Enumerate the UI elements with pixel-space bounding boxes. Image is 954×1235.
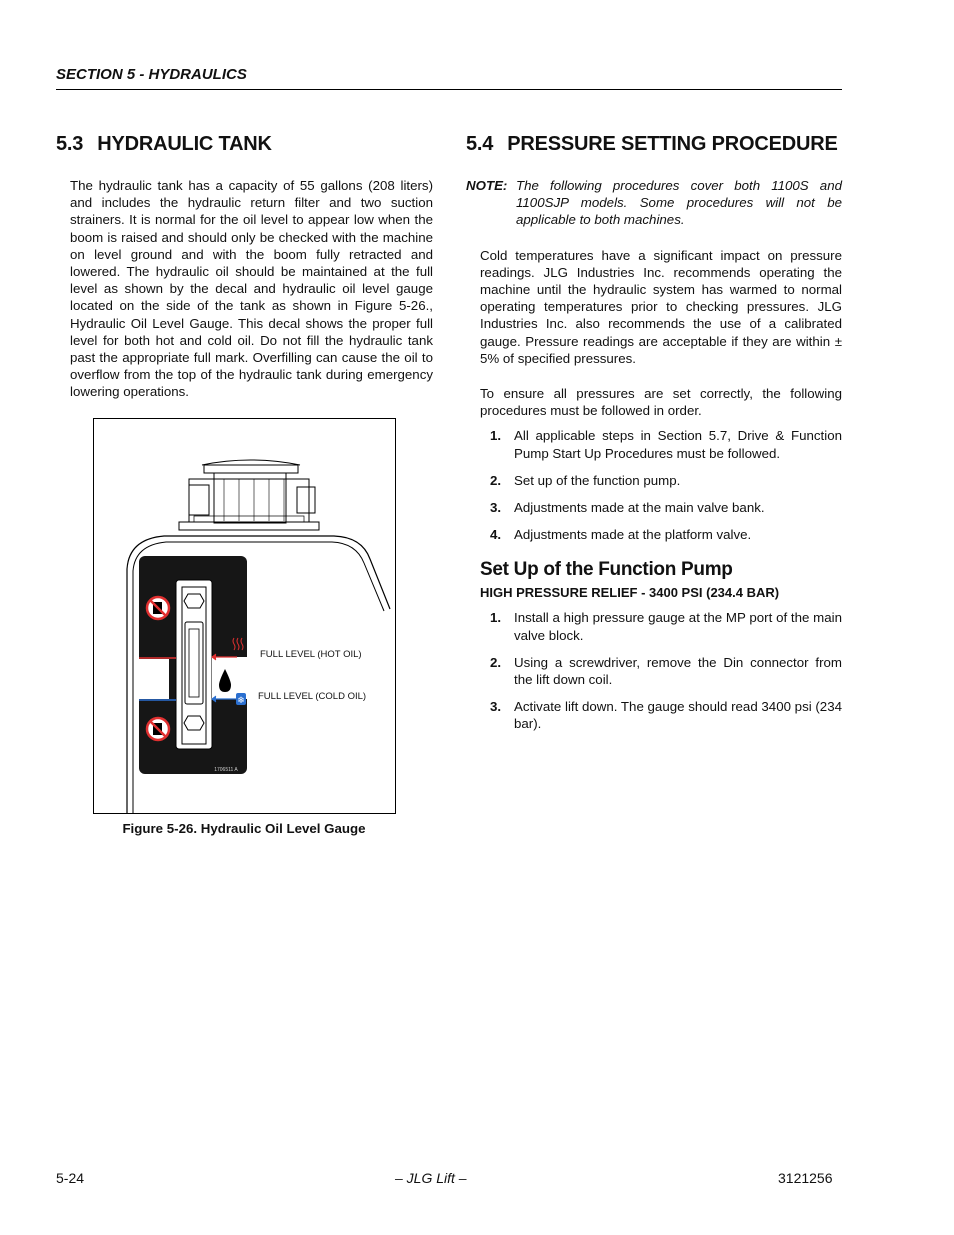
decal-code: 1706511 A [214, 767, 238, 773]
page-number: 5-24 [56, 1170, 85, 1186]
list-item [466, 472, 842, 489]
section-number: 5.4 [466, 133, 494, 155]
list-item [466, 427, 842, 461]
step-number: 1. [490, 610, 502, 626]
right-column [466, 133, 842, 743]
document-number: 3121256 [778, 1170, 833, 1186]
step-text: Install a high pressure gauge at the MP port of the main valve block. [514, 610, 842, 643]
note-label: NOTE: [466, 178, 508, 193]
label-cold-oil: FULL LEVEL (COLD OIL) [258, 691, 367, 702]
note-text: The following procedures cover both 1100S and 1100SJP models. Some procedures will not be applicable to both machines. [516, 178, 842, 228]
section-number: 5.3 [56, 133, 84, 155]
subsection-title: Set Up of the Function Pump [480, 559, 733, 581]
figure-oil-level-gauge [93, 418, 396, 814]
section-title-text: HYDRAULIC TANK [97, 133, 272, 155]
step-number: 1. [490, 428, 502, 444]
subsubsection-title: HIGH PRESSURE RELIEF - 3400 PSI (234.4 BAR) [480, 585, 780, 601]
step-text: Set up of the function pump. [514, 472, 681, 488]
step-text: Activate lift down. The gauge should read 3400 psi (234 bar). [514, 699, 842, 732]
step-text: All applicable steps in Section 5.7, Drive & Function Pump Start Up Procedures must be followed. [514, 428, 842, 461]
left-column [56, 133, 433, 401]
footer-center: – JLG Lift – [395, 1170, 467, 1186]
step-number: 2. [490, 654, 502, 670]
hydraulic-tank-paragraph: The hydraulic tank has a capacity of 55 gallons (208 liters) and includes the hydraulic return filter and two suction strainers. It is normal for the oil level to appear low when the boom is raised and should only be checked with the machine on level ground and with the boom fully retracted and lowered. The hydraulic oil should be maintained at the full level as shown by the decal and hydraulic oil level gauge located on the side of the tank as shown in Figure 5-26., Hydraulic Oil Level Gauge. This decal shows the proper full level for both hot and cold oil. Do not fill the hydraulic tank past the appropriate full mark. Overfilling can cause the oil to overflow from the top of the hydraulic tank during emergency lowering operations. [70, 178, 433, 400]
list-item [466, 609, 842, 643]
step-number: 3. [490, 500, 502, 516]
list-item [466, 526, 842, 543]
tank-drawing [94, 419, 395, 813]
filter-housing [179, 460, 319, 530]
svg-text:❄: ❄ [237, 695, 245, 705]
order-paragraph: To ensure all pressures are set correctly, the following procedures must be followed in order. [480, 386, 842, 419]
step-text: Adjustments made at the platform valve. [514, 527, 752, 543]
step-number: 4. [490, 527, 502, 543]
figure-caption: Figure 5-26. Hydraulic Oil Level Gauge [122, 821, 366, 836]
label-hot-oil: FULL LEVEL (HOT OIL) [260, 649, 362, 660]
step-text: Using a screwdriver, remove the Din connector from the lift down coil. [514, 654, 842, 688]
section-header: SECTION 5 - HYDRAULICS [56, 66, 247, 83]
list-item [466, 698, 842, 732]
step-number: 2. [490, 472, 502, 488]
list-item [466, 499, 842, 516]
section-title-text: PRESSURE SETTING PROCEDURE [507, 133, 838, 155]
section-title-pressure-setting [466, 133, 842, 156]
note-block [466, 177, 842, 229]
list-item [466, 654, 842, 688]
step-number: 3. [490, 699, 502, 715]
cold-temperature-paragraph: Cold temperatures have a significant impact on pressure readings. JLG Industries Inc. recommends operating the machine until the hydraulic system has warmed to normal operating temperatures prior to checking pressures. JLG Industries Inc. also recommends the use of a calibrated gauge. Pressure readings are acceptable if they are within ± 5% of specified pressures. [480, 247, 842, 366]
step-text: Adjustments made at the main valve bank. [514, 500, 765, 516]
header-rule [56, 89, 842, 90]
section-title-hydraulic-tank [56, 133, 433, 156]
